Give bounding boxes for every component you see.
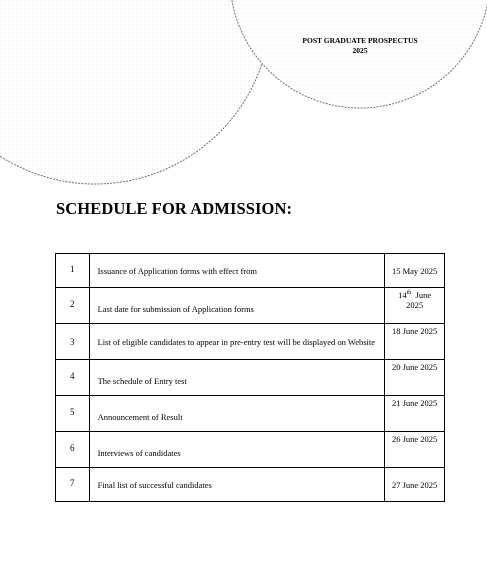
schedule-heading: SCHEDULE FOR ADMISSION: bbox=[56, 199, 293, 218]
serial-number: 2 bbox=[56, 288, 90, 324]
date-cell: 18 June 2025 bbox=[385, 324, 445, 360]
left-decorative-circle bbox=[0, 0, 271, 184]
task-cell: Announcement of Result bbox=[89, 396, 385, 432]
task-cell: Interviews of candidates bbox=[89, 432, 385, 468]
task-cell: List of eligible candidates to appear in pre-entry test will be displayed on Website bbox=[89, 324, 385, 360]
date-cell: 15 May 2025 bbox=[385, 254, 445, 288]
prospectus-year: 2025 bbox=[352, 46, 368, 55]
date-line-2: 2025 bbox=[406, 300, 424, 310]
task-cell: Last date for submission of Application forms bbox=[89, 288, 385, 324]
serial-number: 1 bbox=[56, 254, 90, 288]
serial-number: 6 bbox=[56, 432, 90, 468]
date-cell: 27 June 2025 bbox=[385, 468, 445, 502]
date-line-1: 14th June bbox=[398, 290, 432, 300]
task-cell: Issuance of Application forms with effect from bbox=[89, 254, 385, 288]
date-cell: 26 June 2025 bbox=[385, 432, 445, 468]
date-cell: 20 June 2025 bbox=[385, 360, 445, 396]
prospectus-title: POST GRADUATE PROSPECTUS bbox=[302, 36, 418, 45]
table-row bbox=[56, 254, 445, 288]
date-cell bbox=[385, 288, 445, 324]
table-row bbox=[56, 432, 445, 468]
serial-number: 5 bbox=[56, 396, 90, 432]
prospectus-header bbox=[260, 36, 460, 56]
table-row bbox=[56, 396, 445, 432]
serial-number: 4 bbox=[56, 360, 90, 396]
table-row bbox=[56, 288, 445, 324]
serial-number: 3 bbox=[56, 324, 90, 360]
table-row bbox=[56, 360, 445, 396]
task-cell: The schedule of Entry test bbox=[89, 360, 385, 396]
task-cell: Final list of successful candidates bbox=[89, 468, 385, 502]
serial-number: 7 bbox=[56, 468, 90, 502]
table-row bbox=[56, 468, 445, 502]
date-cell: 21 June 2025 bbox=[385, 396, 445, 432]
table-row bbox=[56, 324, 445, 360]
admission-schedule-table bbox=[55, 253, 445, 502]
